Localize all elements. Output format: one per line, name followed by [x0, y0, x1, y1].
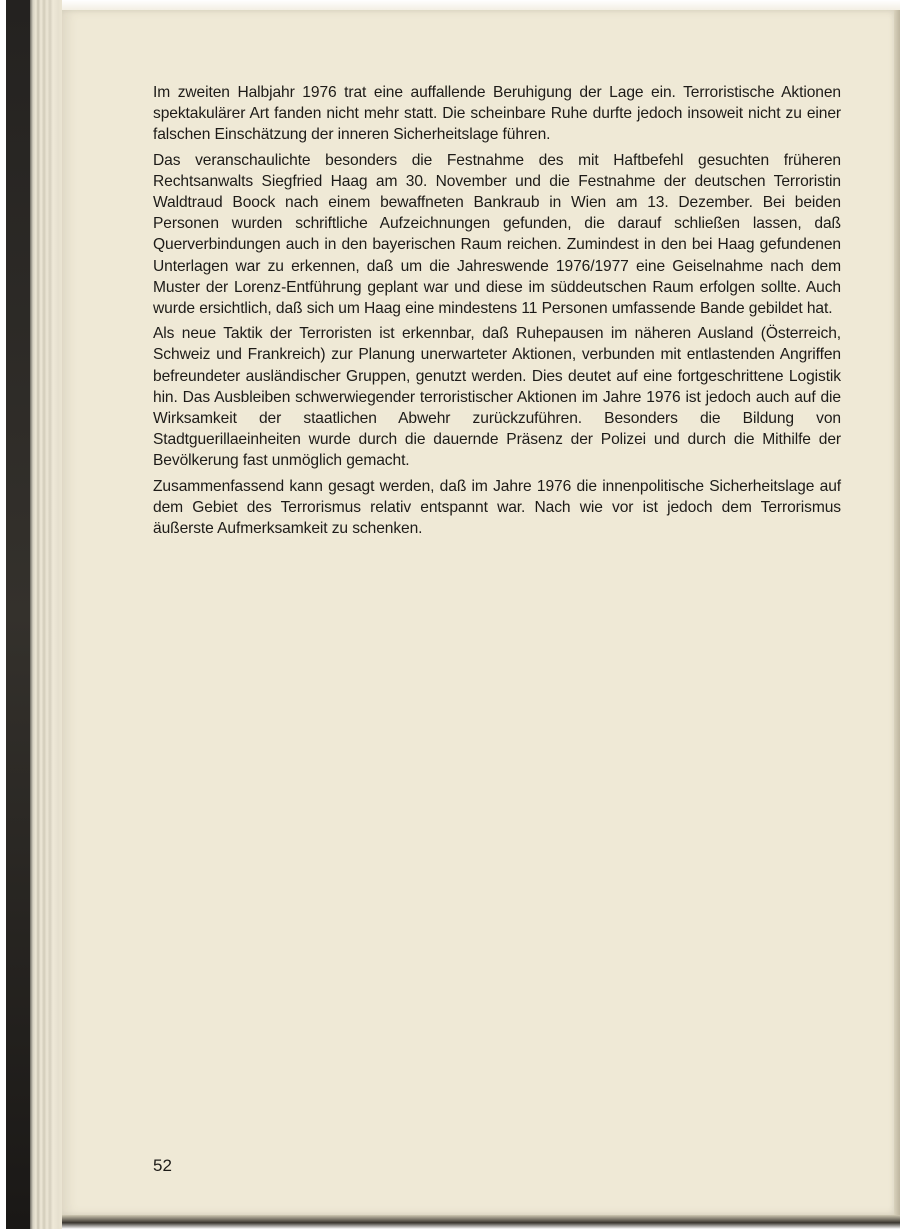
page-bottom-edge [62, 1215, 900, 1229]
paragraph-1: Im zweiten Halbjahr 1976 trat eine auffallende Beruhigung der Lage ein. Terroristische Aktionen spektakulärer Art fanden nicht mehr statt. Die scheinbare Ruhe durfte jedoch insoweit nicht zu einer falschen Einschätzung der inneren Sicherheitslage führen. [153, 84, 841, 144]
paragraph-2: Das veranschaulichte besonders die Festnahme des mit Haftbefehl gesuchten früheren Rechtsanwalts Siegfried Haag am 30. November und die Festnahme der deutschen Terroristin Waldtraud Boock nach einem bewaffneten Bankraub in Wien am 13. Dezember. Bei beiden Personen wurden schriftliche Aufzeichnungen gefunden, die darauf schließen lassen, daß Querverbindungen auch in den bayerischen Raum reichen. Zumindest in den bei Haag gefundenen Unterlagen war zu erkennen, daß um die Jahreswende 1976/1977 eine Geiselnahme nach dem Muster der Lorenz-Entführung geplant war und diese im süddeutschen Raum erfolgen sollte. Auch wurde ersichtlich, daß sich um Haag eine mindestens 11 Personen umfassende Bande gebildet hat. [153, 151, 841, 318]
paragraph-4: Zusammenfassend kann gesagt werden, daß im Jahre 1976 die innenpolitische Sicherheitslage auf dem Gebiet des Terrorismus relativ entspannt war. Nach wie vor ist jedoch dem Terrorismus äußerste Aufmerksamkeit zu schenken. [153, 477, 841, 538]
page-number: 52 [153, 1156, 172, 1175]
page-right-edge [894, 10, 900, 1215]
body-text [153, 82, 841, 543]
page-top-edge [62, 0, 900, 10]
binding-shadow [6, 0, 30, 1229]
paragraph-3: Als neue Taktik der Terroristen ist erkennbar, daß Ruhepausen im näheren Ausland (Österreich, Schweiz und Frankreich) zur Planung unerwarteter Aktionen, verbunden mit entlastenden Angriffen befreundeter ausländischer Gruppen, genutzt werden. Dies deutet auf eine fortgeschrittene Logistik hin. Das Ausbleiben schwerwiegender terroristischer Aktionen im Jahre 1976 ist jedoch auch auf die Wirksamkeit der staatlichen Abwehr zurückzuführen. Besonders die Bildung von Stadtguerillaeinheiten wurde durch die dauernde Präsenz der Polizei und durch die Mithilfe der Bevölkerung fast unmöglich gemacht. [153, 325, 841, 470]
